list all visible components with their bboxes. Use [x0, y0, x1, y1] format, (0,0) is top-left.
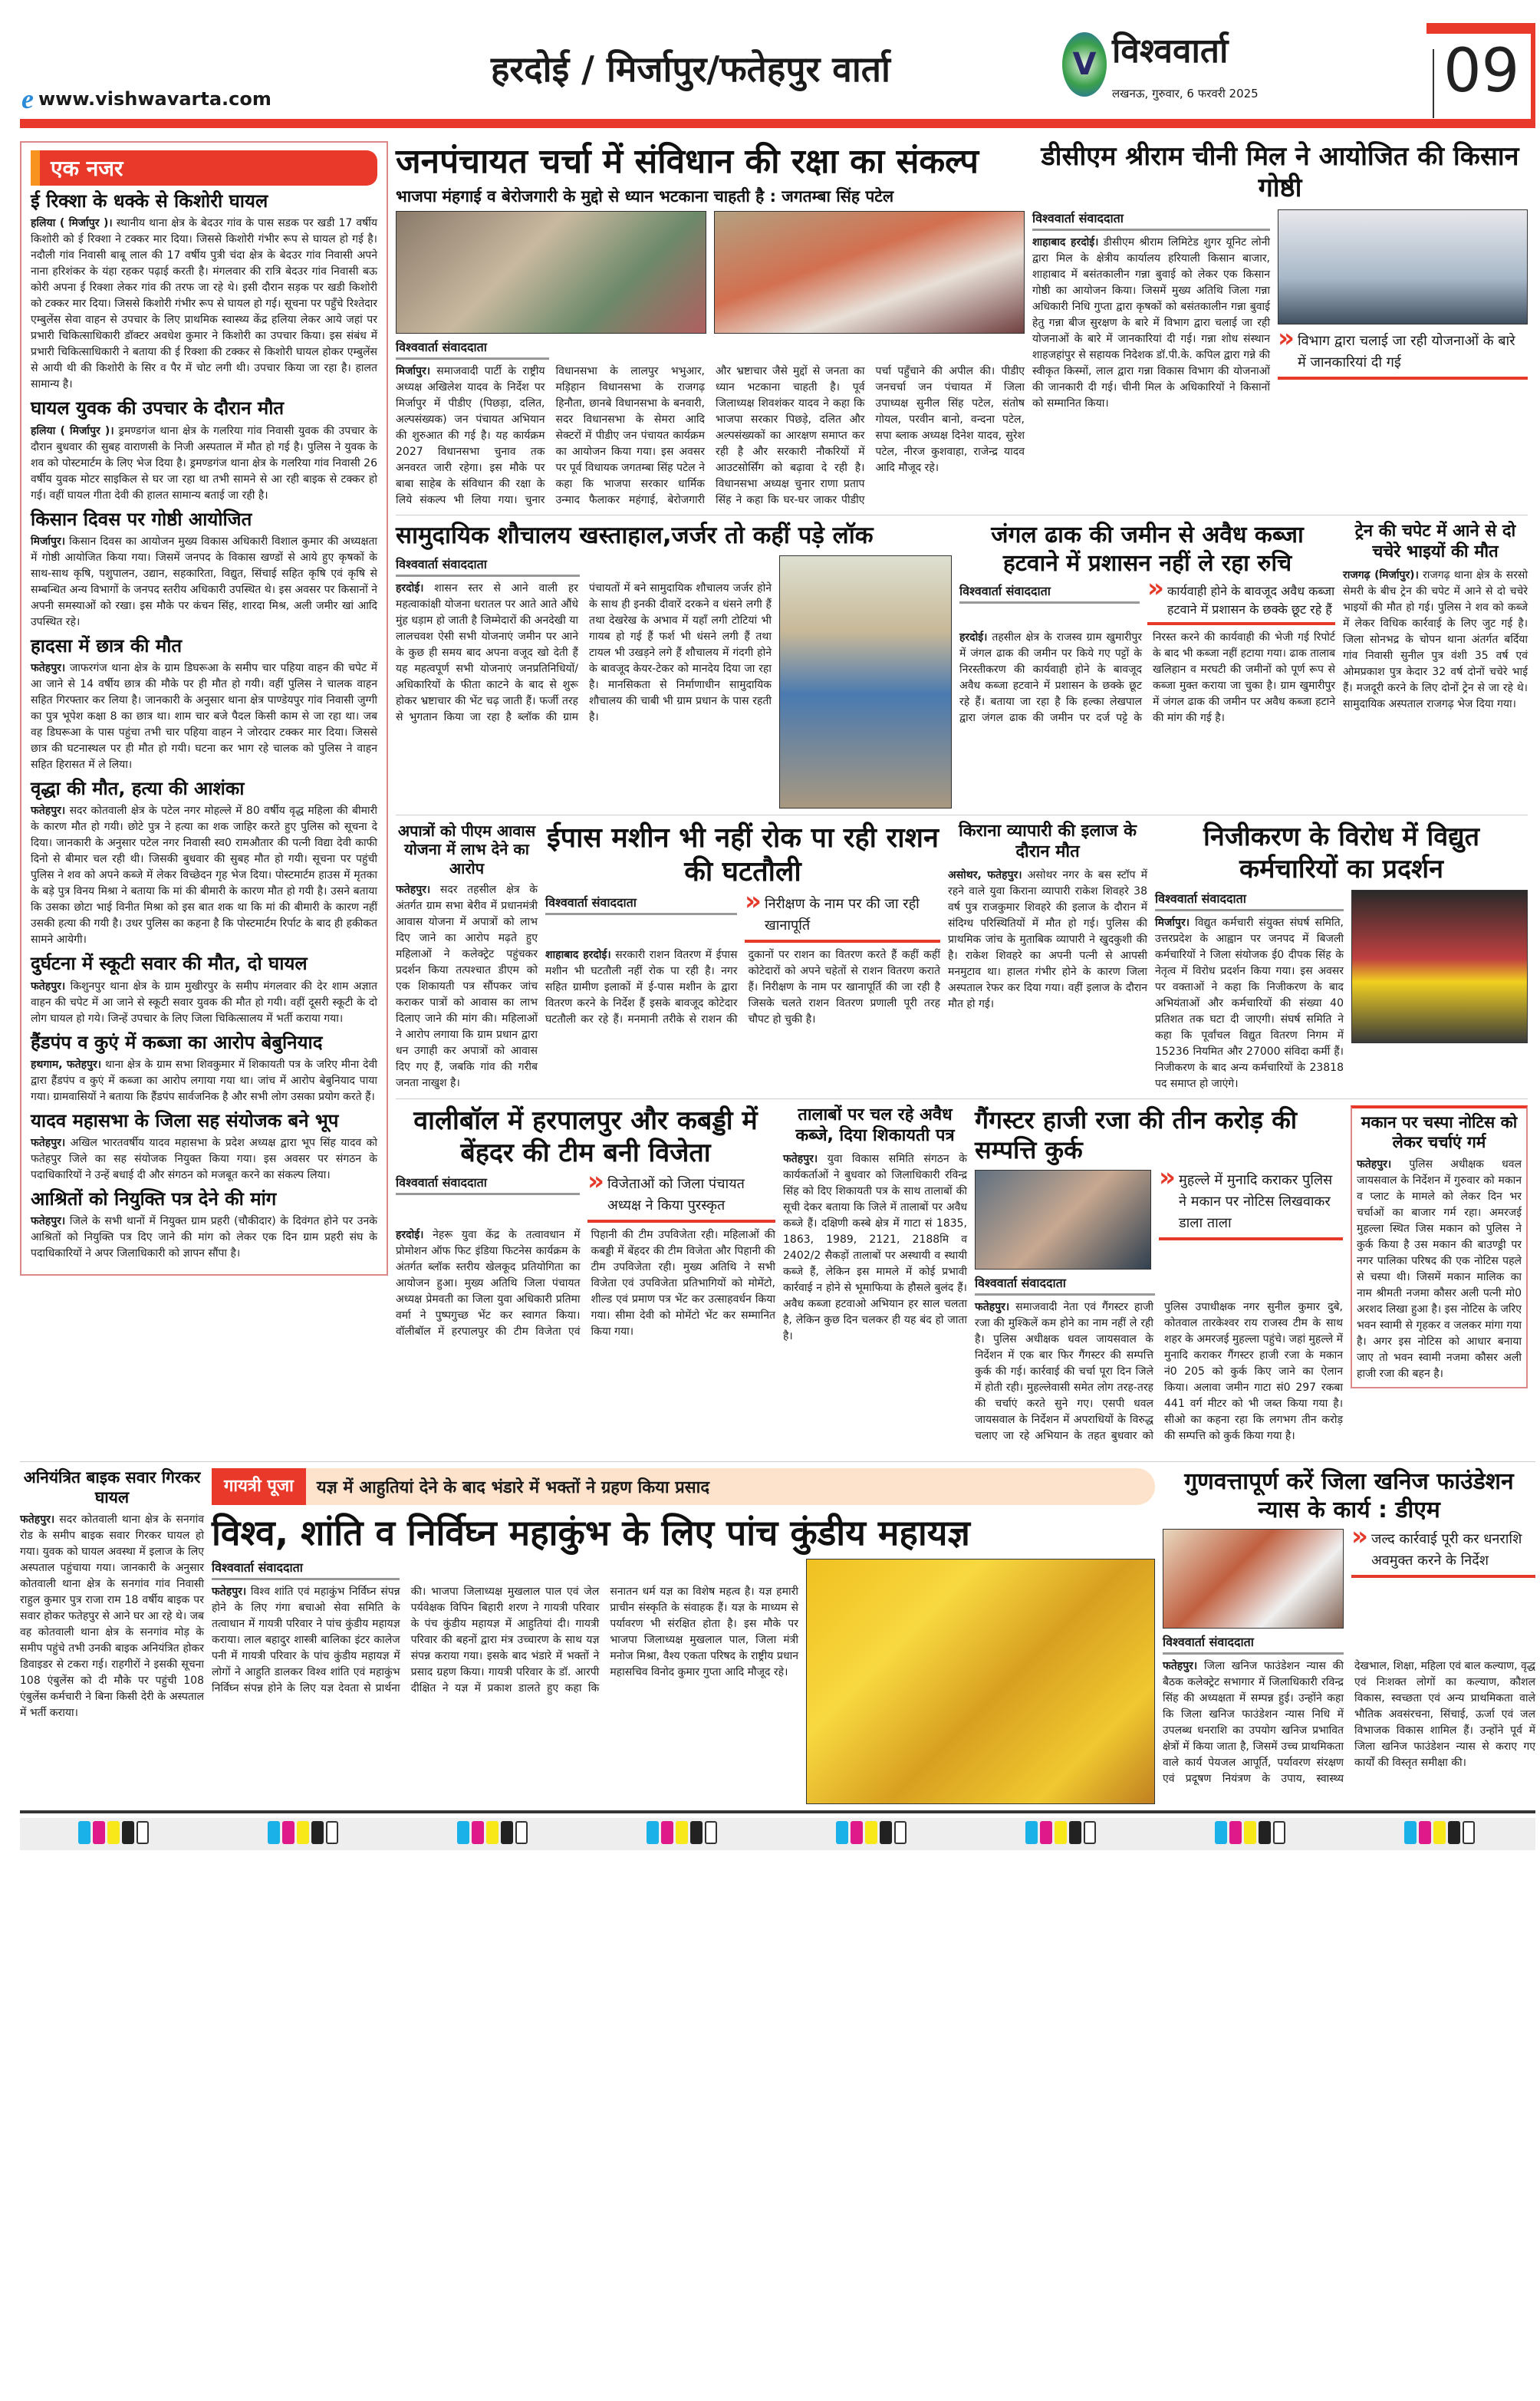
- registration-mark: [1215, 1821, 1288, 1847]
- dcm-text-column: [1032, 209, 1270, 412]
- ie-logo-icon: e: [21, 84, 34, 114]
- brand-name: विश्ववार्ता: [1112, 31, 1229, 71]
- brief-headline: हैंडपंप व कुएं में कब्जा का आरोप बेबुनियाद: [31, 1031, 323, 1053]
- brief-item: [31, 1110, 377, 1184]
- brief-item: [31, 190, 377, 393]
- brief-body: फतेहपुर। जाफरगंज थाना क्षेत्र के ग्राम डिघरूआ के समीप चार पहिया वाहन की चपेट में आ जाने से 14 वर्षीय छात्र की मौके पर ही मौत हो गयी। वहीं पुलिस ने चालक वाहन सहित गिरफ्तार कर लिया है। जानकारी के अनुसार थाना क्षेत्र पाण्डेयपुर गांव निवासी जुग्गी का पुत्र भूपेश कक्षा 8 का छात्र था। शाम चार बजे पैदल किसी काम से जा रहा था। जब वह डिघरूआ के पास पहुंचा तभी चार पहिया वाहन ने जोरदार टक्कर मार दिया। जिससे छात्र की घटनास्थल पर ही मौत हो गयी। घटना कर भाग रहे चालक को पुलिस ने वाहन सहित हिरासत में ले लिया।: [31, 662, 378, 772]
- jungle-top: [959, 582, 1335, 630]
- nijikaran-photo: [1351, 890, 1528, 1043]
- ek-nazar-stories: [31, 190, 377, 1262]
- section-title: हरदोई / मिर्जापुर/फतेहपुर वार्ता: [491, 48, 890, 90]
- epos-byline: विश्ववार्ता संवाददाता: [545, 894, 737, 915]
- pm-awas-story: [396, 822, 538, 1092]
- toilet-photo: [779, 555, 952, 809]
- yagya-strap: [212, 1468, 1155, 1505]
- gangster-top: [975, 1170, 1343, 1270]
- yagya-text: [212, 1559, 798, 1697]
- dmf-pull-quote: » जल्द कार्रवाई पूरी कर धनराशि अवमुक्त करने के निर्देश: [1351, 1529, 1535, 1578]
- yagya-body: फतेहपुर। विश्व शांति एवं महाकुंभ निर्विघ्न संपन्न होने के लिए गंगा बचाओ सेवा समिति के तत्वाधान में गायत्री परिवार ने पांच कुंडीय महायज्ञ कराया। लाल बहादुर शास्त्री बालिका इंटर कालेज पनी में गायत्री परिवार के पांच कुंडीय महायज्ञ में लोगों ने आहुति डालकर विश्व शांति एवं महाकुंभ निर्विघ्न संपन्न होने के लिए यज्ञ देवता से प्रार्थना की। भाजपा जिलाध्यक्ष मुखलाल पाल एवं जेल पर्यवेक्षक विपिन बिहारी शरण ने गायत्री परिवार के पंच कुंडीय महायज्ञ में आहुतियां दी। गायत्री परिवार की बहनों द्वारा मंत्र उच्चारण के साथ यज्ञ संपन्न कराया गया। इसके बाद भंडारे में भक्तों ने प्रसाद ग्रहण किया। गायत्री परिवार के डॉ. आरपी दीक्षित ने यज्ञ में प्रकाश डालते हुए कहा कि सनातन धर्म यज्ञ का विशेष महत्व है। यज्ञ हमारी प्राचीन संस्कृति के संवाहक हैं। यज्ञ के माध्यम से पर्यावरण भी संरक्षित होता है। इस मौके पर भाजपा जिलाध्यक्ष मुखलाल पाल, जिला मंत्री मनोज मिश्रा, वैश्य एकता परिषद के राष्ट्रीय प्रधान महासचिव विनोद कुमार गुप्ता आदि मौजूद रहे।: [212, 1586, 798, 1695]
- dcm-side-column: [1278, 209, 1528, 384]
- talab-body: फतेहपुर। युवा विकास समिति संगठन के कार्यकर्ताओं ने बुधवार को जिलाधिकारी रविन्द्र सिंह को दिए शिकायती पत्र के साथ तालाबों की सूची देकर बताया कि जिले में तालाबों पर अवैध कब्जे हैं। दक्षिणी कस्बे क्षेत्र में गाटा सं 1835, 1863, 1989, 2121, 2188मि व 2402/2 सैकड़ों तालाबों पर अस्थायी व स्थायी कब्जे हैं, लेकिन इस मामले में कोई प्रभावी कार्रवाई न होने से भूमाफिया के हौसले बुलंद हैं। अवैध कब्जा हटवाओ अभियान हर साल चलता है, लेकिन कुछ दिन चलकर ही यह बंद हो जाता है।: [783, 1152, 967, 1342]
- gangster-story: [975, 1105, 1343, 1444]
- page-number: 09: [1443, 37, 1520, 106]
- brief-body: हलिया ( मिर्जापुर )। स्थानीय थाना क्षेत्र के बेदउर गांव के पास सडक पर खडी 17 वर्षीय किशोरी को ई रिक्शा ने टक्कर मार दिया। जिससे किशोरी गंभीर रूप से घायल हो गई है। नदौली गांव निवासी बाबू लाल की 17 वर्षीय पुत्री चंदा क्षेत्र के बेदउर गांव निवासी अपने नाना हरिशंकर के यंहा रहकर पढ़ाई करती है। मंगलवार की रात्रि बेदउर गांव निवासी बऊ कोरी अपना ई रिक्शा लेकर गांव की तरफ जा रहे थे। इसी दौरान सड़क पर खडी किशोरी को टक्कर मार दिया। जिससे किशोरी गंभीर रूप से घायल हो गई। सूचना पर पहुँचे रिश्तेदार एम्बुलेंस सेवा वाहन से उपचार के लिए प्राथमिक स्वास्थ्य केंद्र हलिया लेकर आये जहां पर प्रभारी चिकित्साधिकारी डॉक्टर अवधेश कुमार ने किशोरी का उपचार किया। इस संबंध में प्रभारी चिकित्साधिकारी ने बताया की ई रिक्शा की टक्कर से किशोरी घायल होकर एम्बुलेंस से आयी थी की किशोरी के सिर व पैर में चोट लगी थी। उपचार किया जा रहा है। हालत सामान्य है।: [31, 217, 378, 391]
- lead-photos: [396, 211, 1025, 334]
- volley-story: [396, 1105, 775, 1340]
- pm-awas-body: फतेहपुर। सदर तहसील क्षेत्र के अंतर्गत ग्राम सभा बेरीव में प्रधानमंत्री आवास योजना में अपात्रों को लाभ दिए जाने का आरोप मढ़ते हुए महिलाओं ने कलेक्ट्रेट पहुंचकर प्रदर्शन किया तत्पश्चात डीएम को एक शिकायती पत्र सौंपकर जांच कराकर पात्रों को आवास का लाभ दिलाए जाने की मांग की। महिलाओं ने आरोप लगाया कि ग्राम प्रधान द्वारा धन उगाही कर अपात्रों को आवास दिए गए हैं, जबकि गांव की गरीब जनता नाखुश है।: [396, 884, 538, 1090]
- header-rule: [20, 119, 1535, 128]
- brief-item: [31, 778, 377, 948]
- dmf-photo: [1163, 1529, 1344, 1629]
- brief-headline: हादसा में छात्र की मौत: [31, 634, 183, 657]
- brief-body: हलिया ( मिर्जापुर )। ड्रमण्डगंज थाना क्षेत्र के गलरिया गांव निवासी युवक की उपचार के दौरान बुधवार की सुबह वाराणसी के निजी अस्पताल में मौत हो गई है। पुलिस ने युवक के शव को पोस्टमार्टम के लिए भेज दिया है। ड्रमण्डगंज थाना क्षेत्र के गलरिया गांव निवासी 26 वर्षीय युवक मोटर साइकिल से घर जा रहा था तभी सामने से आ रही बाइक से टक्कर हो गई। वहीं घायल गीता देवी की हालत सामान्य बताई जा रही है।: [31, 424, 377, 502]
- brief-body: फतेहपुर। अखिल भारतवर्षीय यादव महासभा के प्रदेश अध्यक्ष द्वारा भूप सिंह यादव को फतेहपुर जिले का सह संयोजक नियुक्त किया गया। इस अवसर पर संगठन के पदाधिकारियों ने उन्हें बधाई दी और संगठन को मजबूत करने का संकल्प लिया।: [31, 1137, 377, 1182]
- train-story: [1343, 522, 1528, 713]
- epos-top: [545, 894, 940, 947]
- color-registration-strip: [20, 1818, 1535, 1850]
- gangster-byline: विश्ववार्ता संवाददाता: [975, 1274, 1155, 1296]
- masthead: [20, 0, 1535, 132]
- registration-mark: [836, 1821, 909, 1847]
- train-body: राजगढ़ (मिर्जापुर)। राजगढ़ थाना क्षेत्र के सरसो सेमरी के बीच ट्रेन की चपेट में आने से दो चचेरे भाइयों की मौत हो गई। पुलिस ने शव को कब्जे में लेकर विधिक कार्रवाई के लिए जुट गई है। जिला सोनभद्र के चोपन थाना अंतर्गत बर्दिया गांव निवासी सुनील पुत्र वंशी 35 वर्ष एवं ओमप्रकाश पुत्र केदार 32 वर्ष दोनों चचेरे भाई हैं। मजदूरी करने के लिए दोनों ट्रेन से जा रहे थे। सामुदायिक अस्पताल राजगढ़ भेज दिया गया।: [1343, 568, 1528, 710]
- main-area: [20, 141, 1535, 1457]
- brief-headline: दुर्घटना में स्कूटी सवार की मौत, दो घायल: [31, 953, 308, 975]
- bottom-section: [20, 1461, 1535, 1804]
- row-3: [396, 822, 1528, 1099]
- yagya-photo: [806, 1559, 1155, 1804]
- dmf-top: [1163, 1529, 1535, 1629]
- nijikaran-columns: [1155, 890, 1528, 1092]
- brief-body: हथगाम, फतेहपुर। थाना क्षेत्र के ग्राम सभा शिवकुमार में शिकायती पत्र के जरिए मीना देवी द्वारा हैंडपंप व कुएं में कब्जा का आरोप लगाया गया था। जांच में आरोप बेबुनियाद पाया गया। ग्रामवासियों ने बताया कि हैंडपंप सार्वजनिक है और सभी लोग उसका प्रयोग करते हैं।: [31, 1058, 377, 1103]
- jungle-pull-quote: » कार्यवाही होने के बावजूद अवैध कब्जा हटवाने में प्रशासन के छक्के छूट रहे हैं: [1147, 582, 1335, 625]
- nijikaran-byline: विश्ववार्ता संवाददाता: [1155, 890, 1344, 911]
- volley-byline: विश्ववार्ता संवाददाता: [396, 1174, 580, 1195]
- notice-headline: मकान पर चस्पा नोटिस को लेकर चर्चाएं गर्म: [1361, 1113, 1518, 1151]
- dcm-headline: डीसीएम श्रीराम चीनी मिल ने आयोजित की किसान गोष्ठी: [1041, 141, 1519, 204]
- dmf-headline: गुणवत्तापूर्ण करें जिला खनिज फाउंडेशन न्यास के कार्य : डीएम: [1184, 1468, 1514, 1523]
- train-headline: ट्रेन की चपेट में आने से दो चचेरे भाइयों की मौत: [1354, 522, 1516, 562]
- brief-body: फतेहपुर। जिले के सभी थानों में नियुक्त ग्राम प्रहरी (चौकीदार) के दिवंगत होने पर उनके आश्रितों को नियुक्ति पत्र दिए जाने की मांग को लेकर एक दिन ग्राम प्रहरी संघ के पदाधिकारियों ने अपर जिलाधिकारी को ज्ञापन सौंपा है।: [31, 1215, 377, 1260]
- toilet-headline: सामुदायिक शौचालय खस्ताहाल,जर्जर तो कहीं पड़े लॉक: [396, 522, 874, 550]
- bottom-rule: [20, 1810, 1535, 1813]
- website-link[interactable]: e www.vishwavarta.com: [21, 84, 271, 114]
- gangster-body: फतेहपुर। समाजवादी नेता एवं गैंगस्टर हाजी रजा की मुश्किलें कम होने का नाम नहीं ले रही है। पुलिस अधीक्षक धवल जायसवाल के निर्देशन में एक बार फिर गैंगस्टर की सम्पत्ति कुर्क की गई। कार्रवाई की चर्चा पूरा दिन जिले में होती रही। मुहल्लेवासी समेत लोग तरह-तरह की चर्चाएं करते सुने गए। एसपी धवल जायसवाल के निर्देशन में अपराधियों के विरुद्ध चलाए जा रहे अभियान के तहत बुधवार को पुलिस उपाधीक्षक नगर सुनील कुमार दुबे, कोतवाल तारकेश्वर राय राजस्व टीम के साथ शहर के अमरजई मुहल्ला पहुंचे। जहां मुहल्ले में मुनादि कराकर गैंगस्टर हाजी रजा के मकान नं0 205 को कुर्क किए जाने का ऐलान किया। अलावा जमीन गाटा सं0 297 रकबा 441 वर्ग मीटर को भी जब्त किया गया है। सीओ का कहना रहा कि लगभग तीन करोड़ की सम्पत्ति को कुर्क किया गया है।: [975, 1301, 1343, 1443]
- kirana-story: [948, 822, 1147, 1013]
- toilet-body: हरदोई। शासन स्तर से आने वाली हर महत्वाकांक्षी योजना धरातल पर आते आते औंधे मुंह धड़ाम हो जाती है जिम्मेदारों की अनदेखी या लालचवश ऐसी सभी योजनाएं जमीन पर आने के कुछ ही समय बाद अपना वजूद खो देती हैं यह महत्वपूर्ण सभी योजनाएं जनप्रतिनिधियों/अधिकारियों के फीता काटने के बाद से शुरू होकर भ्रष्टाचार की भेंट चढ़ जाती हैं। फर्जी तरह से भुगतान किया जा रहा है ब्लॉक की ग्राम पंचायतों में बने सामुदायिक शौचालय जर्जर होने के साथ ही इनकी दीवारें दरकने व धंसने लगी हैं तथा देखरेख के अभाव में यहाँ लगी टोटियां भी गायब हो गई हैं फर्श भी धंसने लगी हैं तथा टायल भी उखड़ने लगे हैं शौचालय में गंदगी होने के बावजूद केयर-टेकर को मानदेय दिया जा रहा है। मानसिकता से निर्माणाधीन सामुदायिक शौचालय की चाबी भी ग्राम प्रधान के पास रहती है।: [396, 582, 772, 724]
- brief-headline: घायल युवक की उपचार के दौरान मौत: [31, 397, 285, 420]
- nijikaran-text: [1155, 890, 1344, 1092]
- volley-pull-quote: » विजेताओं को जिला पंचायत अध्यक्ष ने किया पुरस्कृत: [587, 1174, 775, 1223]
- dcm-pull-quote: » विभाग द्वारा चलाई जा रही योजनाओं के बारे में जानकारियां दी गई: [1278, 331, 1528, 380]
- dcm-body: शाहाबाद हरदोई। डीसीएम श्रीराम लिमिटेड शुगर यूनिट लोनी द्वारा मिल के क्षेत्रीय कार्यालय हरियाली किसान बाजार, शाहाबाद में बसंतकालीन गन्ना बुवाई को लेकर एक किसान गोष्ठी का आयोजन किया। जिसमें मुख्य अतिथि जिला गन्ना अधिकारी निधि गुप्ता द्वारा कृषकों को बसंतकालीन गन्ना बुवाई हेतु गन्ना बीज सुरक्षण के बारे में विभाग द्वारा चलाई जा रही योजनाओं के बारे में जानकारियां दी गई। गन्ना शोध संस्थान शाहजहांपुर से सहायक निदेशक डॉ.पी.के. कपिल द्वारा गन्ने की स्वीकृत किस्मों, लाल द्वारा गन्ना विकास विभाग की योजनाओं की जानकारी दी गई। चीनी मिल के अधिकारियों ने किसानों को सम्मानित किया।: [1032, 235, 1270, 410]
- brief-headline: ई रिक्शा के धक्के से किशोरी घायल: [31, 190, 268, 212]
- epos-headline: ईपास मशीन भी नहीं रोक पा रही राशन की घटतौली: [546, 822, 939, 888]
- brief-headline: वृद्धा की मौत, हत्या की आशंका: [31, 778, 245, 800]
- page-number-box: [1426, 23, 1535, 121]
- dmf-byline: विश्ववार्ता संवाददाता: [1163, 1633, 1344, 1655]
- dcm-byline: विश्ववार्ता संवाददाता: [1032, 209, 1270, 231]
- brand-logo-icon: V: [1062, 32, 1107, 97]
- dateline: लखनऊ, गुरुवार, 6 फरवरी 2025: [1112, 87, 1259, 100]
- brief-headline: आश्रितों को नियुक्ति पत्र देने की मांग: [31, 1188, 277, 1210]
- talab-story: [783, 1105, 967, 1345]
- toilet-story: [396, 522, 952, 809]
- notice-body: फतेहपुर। पुलिस अधीक्षक धवल जायसवाल के निर्देशन में गुरुवार को मकान व प्लाट के मामले को लेकर दिन भर चर्चाओं का बाजार गर्म रहा। अमरजई मुहल्ला स्थित जिस मकान को पुलिस ने कुर्क किया है उस मकान की बाउण्ड्री पर नगर पालिका परिषद की एक नोटिस पहले से चस्पा थी। जिसमें मकान मालिक का नाम श्रीमती नजमा कौसर अली पत्नी मो0 अरशद लिखा हुआ है। इस नोटिस के जरिए भवन स्वामी से गृहकर व जलकर मांगा गया है। अगर इस नोटिस को आधार बनाया जाए तो भवन स्वामी नजमा कौसर अली हाजी रजा की बहन है।: [1357, 1158, 1522, 1381]
- brief-body: फतेहपुर। सदर कोतवाली क्षेत्र के पटेल नगर मोहल्ले में 80 वर्षीय वृद्ध महिला की बीमारी के कारण मौत हो गयी। छोटे पुत्र ने हत्या का शक जाहिर करते हुए पुलिस को सूचना दे दिया। जानकारी के अनुसार पटेल नगर निवासी स्व0 रामऔतार की पत्नी विद्या देवी काफी दिनो से बीमार चल रही थी। जिसकी बुधवार की सुबह मौत हो गयी। सूचना पर पहुंची पुलिस ने शव को अपने कब्जे में लेकर विच्छेदन गृह भेज दिया। पोस्टमार्टम हाउस में मृतका के बड़े पुत्र विनय मिश्रा ने बताया कि मां की बीमारी के कारण मौत हो गयी है। उसने बताया कि उसका छोटा भाई विनीत मिश्रा को इस बात शक था कि मां की बीमारी के कारण नहीं उसकी हत्या की गयी है। उधर पुलिस का कहना है कि पोस्टमार्टम रिर्पाट के बाद ही हकीकत सामने आयेगी।: [31, 805, 378, 947]
- ek-nazar-box: [20, 141, 388, 1276]
- registration-mark: [457, 1821, 530, 1847]
- lead-photo-meeting: [714, 211, 1025, 334]
- epos-story: [545, 822, 940, 1028]
- jungle-body: हरदोई। तहसील क्षेत्र के राजस्व ग्राम खुमारीपुर में जंगल ढाक की जमीन पर किये गए पट्टों के निरस्तीकरण की कार्यवाही होने के बावजूद अवैध कब्जा हटवाने में प्रशासन के छक्के छूट रहे हैं। बताया जा रहा है कि हल्का लेखपाल द्वारा जंगल ढाक की जमीन पर दर्ज पट्टे के निरस्त करने की कार्यवाही की भेजी गई रिपोर्ट के बाद भी कब्जा नहीं हटाया गया। ढाक तालाब खलिहान व मरघटी की जमीनों को पूर्ण रूप से कब्जा मुक्त कराया जा चुका है। ग्राम खुमारीपुर में जंगल ढाक की जमीन पर अवैध कब्जा हटाने की मांग की गई है।: [959, 631, 1335, 725]
- right-area: [396, 141, 1528, 1457]
- yagya-strapline: यज्ञ में आहुतियां देने के बाद भंडारे में भक्तों ने ग्रहण किया प्रसाद: [316, 1478, 710, 1498]
- bike-headline: अनियंत्रित बाइक सवार गिरकर घायल: [23, 1468, 201, 1507]
- talab-headline: तालाबों पर चल रहे अवैध कब्जे, दिया शिकायती पत्र: [795, 1105, 955, 1145]
- brief-headline: किसान दिवस पर गोष्ठी आयोजित: [31, 508, 252, 530]
- lead-story: [396, 141, 1025, 509]
- toilet-text: [396, 555, 772, 726]
- bike-story: [20, 1468, 204, 1721]
- brief-body: मिर्जापुर। किसान दिवस का आयोजन मुख्य विकास अधिकारी विशाल कुमार की अध्यक्षता में गोष्ठी आयोजित किया गया। जिसमें जनपद के विकास खण्डों से आये हुए कृषकों के साथ-साथ कृषि, पशुपालन, उद्यान, सहकारिता, विद्युत, सिंचाई सहित कृषि एवं कृषि से सम्बन्धित अन्य विभागों के जनपद स्तरीय अधिकारी उपस्थित थे। इस अवसर पर किसानों ने अपनी समस्याओं को रखा। इस मौके पर कंचन सिंह, शारदा मिश्र, अली जमीर खां आदि उपस्थित रहे।: [31, 535, 378, 628]
- nijikaran-headline: निजीकरण के विरोध में विद्युत कर्मचारियों का प्रदर्शन: [1203, 822, 1479, 884]
- yagya-story: [212, 1468, 1155, 1804]
- pm-awas-headline: अपात्रों को पीएम आवास योजना में लाभ देने का आरोप: [397, 822, 536, 878]
- brief-headline: यादव महासभा के जिला सह संयोजक बने भूप: [31, 1109, 339, 1131]
- epos-body: शाहाबाद हरदोई। सरकारी राशन वितरण में ईपास मशीन भी घटतौली नहीं रोक पा रही है। नगर सहित ग्रामीण इलाकों में ई-पास मशीन के द्वारा वितरण करने के निर्देश हैं इसके बावजूद कोटेदार घटतौली कर रहे हैं। मनमानी तरीके से राशन की दुकानों पर राशन का वितरण करते हैं कहीं कहीं कोटेदारों को अपने चहेतों से राशन वितरण कराते हैं। निरीक्षण के नाम पर खानापूर्ति की जा रही है जिसके चलते राशन वितरण प्रणाली पूरी तरह चौपट हो चुकी है।: [545, 948, 940, 1026]
- yagya-headline: विश्व, शांति व निर्विघ्न महाकुंभ के लिए पांच कुंडीय महायज्ञ: [212, 1512, 970, 1554]
- registration-mark: [1404, 1821, 1477, 1847]
- ek-nazar-label: एक नजर: [31, 150, 377, 186]
- registration-mark: [1025, 1821, 1098, 1847]
- lead-byline: विश्ववार्ता संवाददाता: [396, 338, 549, 360]
- lead-headline: जनपंचायत चर्चा में संविधान की रक्षा का संकल्प: [396, 142, 979, 181]
- bike-body: फतेहपुर। सदर कोतवाली थाना क्षेत्र के सनगांव रोड के समीप बाइक सवार गिरकर घायल हो गया। युवक को घायल अवस्था में इलाज के लिए अस्पताल पहुंचाया गया। जानकारी के अनुसार कोतवाली थाना क्षेत्र के सनगांव गांव निवासी राहुल कुमार पुत्र राजा राम 18 वर्षीय बाइक पर सवार होकर फतेहपुर से आने घर आ रहे थे। जब वह कोतवाली थाना क्षेत्र के सनगांव मोड़ के समीप पहुंचे तभी उनकी बाइक अनियंत्रित होकर डिवाइडर से टकरा गई। राहगीरों ने इसकी सूचना 108 एंबुलेंस को दी मौके पर पहुंची 108 एंबुलेंस कर्मचारी ने बिना किसी देरी के अस्पताल में भर्ती कराया।: [20, 1513, 204, 1720]
- volley-headline: वालीबॉल में हरपालपुर और कबड्डी में बेंहदर की टीम बनी विजेता: [413, 1105, 758, 1168]
- lead-photo-rally: [396, 211, 706, 334]
- registration-mark: [268, 1821, 341, 1847]
- jungle-headline: जंगल ढाक की जमीन से अवैध कब्जा हटवाने में प्रशासन नहीं ले रहा रुचि: [991, 522, 1304, 577]
- toilet-columns: [396, 555, 952, 809]
- registration-mark: [78, 1821, 151, 1847]
- yagya-columns: [212, 1559, 1155, 1804]
- lead-subheadline: भाजपा मंहगाई व बेरोजगारी के मुद्दो से ध्यान भटकाना चाहती है : जगतम्बा सिंह पटेल: [396, 186, 894, 206]
- brief-body: फतेहपुर। किशुनपुर थाना क्षेत्र के ग्राम मुखीरपुर के समीप मंगलवार की देर शाम अज्ञात वाहन की चपेट में आ जाने से स्कूटी सवार युवक की मौत हो गयी। वहीं दूसरी स्कूटी के दो लोग घायल हो गये। जिन्हें उपचार के लिए जिला चिकित्सालय में भर्ती कराया गया।: [31, 980, 377, 1025]
- toilet-byline: विश्ववार्ता संवाददाता: [396, 555, 580, 577]
- jungle-story: [959, 522, 1335, 726]
- notice-box: [1351, 1105, 1528, 1388]
- dcm-story: [1032, 141, 1528, 412]
- registration-mark: [647, 1821, 719, 1847]
- dmf-story: [1163, 1468, 1535, 1787]
- dmf-body: फतेहपुर। जिला खनिज फाउंडेशन न्यास की बैठक कलेक्ट्रेट सभागार में जिलाधिकारी रविन्द्र सिंह की अध्यक्षता में सम्पन्न हुई। उन्होंने कहा कि जिला खनिज फाउंडेशन न्यास निधि में उपलब्ध धनराशि का उपयोग खनिज प्रभावित क्षेत्रों में किया जाता है, जिसमें उच्च प्राथमिकता वाले कार्य पेयजल आपूर्ति, पर्यावरण संरक्षण एवं प्रदूषण नियंत्रण के उपाय, स्वास्थ्य देखभाल, शिक्षा, महिला एवं बाल कल्याण, वृद्ध एवं निःशक्त लोगों का कल्याण, कौशल विकास, स्वच्छता एवं अन्य प्राथमिकता वाले भौतिक अवसंरचना, सिंचाई, ऊर्जा एवं जल विभाजक विकास शामिल हैं। उन्होंने पूर्व में जिला खनिज फाउंडेशन न्यास से कराए गए कार्यों की विस्तृत समीक्षा की।: [1163, 1660, 1535, 1786]
- nijikaran-body: मिर्जापुर। विद्युत कर्मचारी संयुक्त संघर्ष समिति, उत्तरप्रदेश के आह्वान पर जनपद में बिजली कर्मचारियों ने जिला संयोजक ई0 दीपक सिंह के नेतृत्व में विरोध प्रदर्शन किया गया। इस अवसर पर वक्ताओं ने कहा कि निजीकरण के बाद अभियंताओं और कर्मचारियों की संख्या 40 प्रतिशत तक घटा दी जाएगी। संघर्ष समिति ने कहा कि पूर्वांचल विद्युत वितरण निगम में 15236 नियमित और 27000 संविदा कर्मी हैं। निजीकरण के बाद अन्य कर्मचारियों के 23818 पद समाप्त हो जाएंगे।: [1155, 917, 1344, 1091]
- dcm-columns: [1032, 209, 1528, 412]
- yagya-byline: विश्ववार्ता संवाददाता: [212, 1559, 400, 1580]
- jungle-byline: विश्ववार्ता संवाददाता: [959, 582, 1140, 604]
- volley-body: हरदोई। नेहरू युवा केंद्र के तत्वावधान में प्रोमोशन ऑफ फिट इंडिया फिटनेस कार्यक्रम के अंतर्गत ब्लॉक स्तरीय खेलकूद प्रतियोगिता का आयोजन हुआ। मुख्य अतिथि जिला पंचायत अध्यक्ष प्रेमवती का जिला युवा अधिकारी प्रतिमा वर्मा ने पुष्पगुच्छ भेंट कर स्वागत किया। वॉलीबॉल में हरपालपुर की टीम विजेता एवं पिहानी की टीम उपविजेता रही। महिलाओं की कबड्डी में बेंहदर की टीम विजेता और पिहानी की टीम उपविजेता रही। मुख्य अतिथि ने सभी विजेता एवं उपविजेता प्रतिभागियों को मोमेंटो, शील्ड एवं प्रमाण पत्र भेंट कर उत्साहवर्धन किया गया। सीमा देवी को मोमेंटो भेंट कर सम्मानित किया गया।: [396, 1228, 775, 1338]
- yagya-kicker: गायत्री पूजा: [212, 1468, 306, 1505]
- divider: [1433, 49, 1434, 118]
- brief-item: [31, 1032, 377, 1105]
- epos-pull-quote: » निरीक्षण के नाम पर की जा रही खानापूर्ति: [745, 894, 940, 943]
- brief-item: [31, 509, 377, 631]
- row-2: [396, 522, 1528, 815]
- nijikaran-story: [1155, 822, 1528, 1092]
- gangster-headline: गैंगस्टर हाजी रजा की तीन करोड़ की सम्पत्ति कुर्क: [975, 1105, 1298, 1165]
- gangster-photo: [975, 1170, 1151, 1270]
- kirana-headline: किराना व्यापारी की इलाज के दौरान मौत: [959, 822, 1137, 861]
- dcm-photo: [1278, 209, 1528, 324]
- volley-top: [396, 1174, 775, 1227]
- row-4: [396, 1105, 1528, 1451]
- row-1: [396, 141, 1528, 515]
- brief-item: [31, 397, 377, 503]
- brief-item: [31, 635, 377, 773]
- kirana-body: असोथर, फतेहपुर। असोथर नगर के बस स्टॉप में रहने वाले युवा किराना व्यापारी राकेश शिवहरे 38 वर्ष पुत्र राजकुमार शिवहरे की इलाज के दौरान में संदिग्ध परिस्थितियों में मौत हो गई। पुलिस की प्राथमिक जांच के मुताबिक व्यापारी ने खुदकुशी की है। राकेश शिवहरे का अपनी पत्नी से आपसी मनमुटाव था। हालत गंभीर होने के कारण जिला अस्पताल रेफर कर दिया गया। वहीं इलाज के दौरान मौत हो गई।: [948, 868, 1148, 1010]
- gangster-pull-quote: » मुहल्ले में मुनादि कराकर पुलिस ने मकान पर नोटिस लिखवाकर डाला ताला: [1159, 1170, 1343, 1240]
- brief-item: [31, 953, 377, 1026]
- brief-item: [31, 1188, 377, 1262]
- lead-body: मिर्जापुर। समाजवादी पार्टी के राष्ट्रीय अध्यक्ष अखिलेश यादव के निर्देश पर मिर्जापुर में पीडीए (पिछड़ा, दलित, अल्पसंख्यक) जन पंचायत अभियान की शुरुआत की गई है। यह कार्यक्रम 2027 विधानसभा चुनाव तक अनवरत जारी रहेगा। इस मौके पर बाबा साहेब के संविधान की रक्षा के लिये संकल्प भी लिया गया। चुनार विधानसभा के लालपुर भभुआर, मड़िहान विधानसभा के राजगढ़ हिनौता, छानबे विधानसभा के बनवारी, सदर विधानसभा के सेमरा आदि सेक्टरों में पीडीए जन पंचायत कार्यक्रम का आयोजन किया गया। इस अवसर पर पूर्व विधायक जगतम्बा सिंह पटेल ने कहा कि भाजपा सरकार धार्मिक उन्माद फैलाकर महंगाई, बेरोजगारी और भ्रष्टाचार जैसे मुद्दों से जनता का ध्यान भटकाना चाहती है। पूर्व जिलाध्यक्ष शिवशंकर यादव ने कहा कि भाजपा सरकार पिछड़े, दलित और अल्पसंख्यकों का आरक्षण समाप्त कर रही है और सरकारी नौकरियों में आउटसोर्सिंग को बढ़ावा दे रही है। विधानसभा अध्यक्ष चुनार राणा प्रताप सिंह ने कहा कि घर-घर जाकर पीडीए पर्चा पहुँचाने की अपील की। पीडीए जनचर्चा जन पंचायत में जिला उपाध्यक्ष सुनील सिंह पटेल, संतोष गोयल, परवीन बानो, वन्दना पटेल, सपा ब्लाक अध्यक्ष दिनेश यादव, सुरेश पटेल, नीरज कुशवाहा, राजेन्द्र यादव आदि मौजूद रहे।: [396, 365, 1025, 507]
